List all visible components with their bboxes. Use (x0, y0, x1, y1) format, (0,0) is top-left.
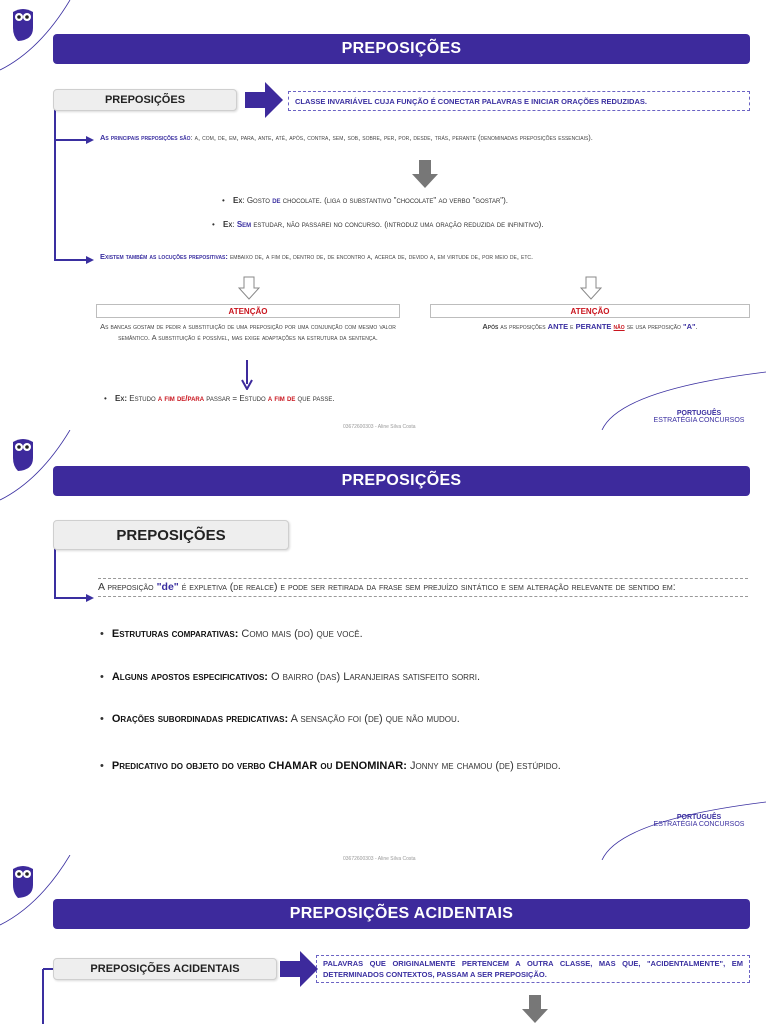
footer-tag: PORTUGUÊS ESTRATÉGIA CONCURSOS (653, 410, 745, 424)
list-item: • Predicativo do objeto do verbo CHAMAR ou DENOMINAR: Jonny me chamou (de) estúpido. (100, 760, 561, 772)
list-item: • Estruturas comparativas: Como mais (do) que você. (100, 628, 363, 640)
definition-box: PALAVRAS QUE ORIGINALMENTE PERTENCEM A OUTRA CLASSE, MAS QUE, "ACIDENTALMENTE", EM DETERMINADOS CONTEXTOS, PASSAM A SER PREPOSIÇÃO. (316, 955, 750, 983)
locucoes-text: Existem também as locuções prepositivas: embaixo de, a fim de, dentro de, de encontro a, acerca de, devido a, em virtude de, por meio de, etc. (100, 252, 534, 261)
arrow-down-outline-icon (580, 276, 602, 300)
footer-tag: PORTUGUÊS ESTRATÉGIA CONCURSOS (653, 814, 745, 828)
slide-2 (0, 430, 768, 862)
list-item: • Alguns apostos especificativos: O bairro (das) Laranjeiras satisfeito sorri. (100, 671, 480, 683)
page-title: PREPOSIÇÕES (53, 34, 750, 64)
principal-text: As principais preposições são: a, com, de, em, para, ante, até, após, contra, sem, sob, sobre, per, por, desde, trás, perante (denominadas preposições essenciais). (100, 133, 593, 142)
example-1: • Ex: Gosto de chocolate. (liga o substantivo "chocolate" ao verbo "gostar"). (222, 196, 508, 205)
arrow-down-thin-icon (240, 360, 254, 390)
intro-text: A preposição "de" é expletiva (de realce) e pode ser retirada da frase sem prejuízo sintático e sem alteração relevante de sentido em: (98, 578, 748, 597)
alert-right-text: Após as preposições ANTE e PERANTE não se usa preposição "A". (482, 322, 698, 331)
alert-left-title: ATENÇÃO (96, 304, 400, 318)
page-title: PREPOSIÇÕES (53, 466, 750, 496)
definition-box: CLASSE INVARIÁVEL CUJA FUNÇÃO É CONECTAR PALAVRAS E INICIAR ORAÇÕES REDUZIDAS. (288, 91, 750, 111)
arrow-down-icon (522, 995, 548, 1023)
footer-curve (600, 800, 768, 860)
tree-connector (40, 90, 100, 270)
section-label: PREPOSIÇÕES (53, 89, 237, 111)
slide-1 (0, 0, 768, 430)
arrow-down-icon (412, 160, 438, 188)
page-title: PREPOSIÇÕES ACIDENTAIS (53, 899, 750, 929)
example-2: • Ex: Sem estudar, não passarei no concurso. (introduz uma oração reduzida de infinitivo). (212, 220, 544, 229)
list-item: • Orações subordinadas predicativas: A sensação foi (de) que não mudou. (100, 713, 460, 725)
owl-logo-icon (10, 863, 36, 899)
arrow-down-outline-icon (238, 276, 260, 300)
watermark: 03672600303 - Aline Silva Costa (343, 856, 416, 862)
owl-logo-icon (10, 6, 36, 42)
arrow-right-icon (245, 82, 285, 118)
section-label: PREPOSIÇÕES ACIDENTAIS (53, 958, 277, 980)
arrow-right-icon (280, 951, 320, 987)
section-label: PREPOSIÇÕES (53, 520, 289, 550)
watermark: 03672600303 - Aline Silva Costa (343, 424, 416, 430)
alert-left-text: As bancas gostam de pedir a substituição de uma preposição por uma conjunção com mesmo valor semântico. A substituição é possível, mas exige adaptações na estrutura da sentença. (100, 322, 396, 342)
example-3: • Ex: Estudo a fim de/para passar = Estudo a fim de que passe. (104, 394, 335, 403)
slide-3 (0, 855, 768, 1024)
owl-logo-icon (10, 436, 36, 472)
alert-right-title: ATENÇÃO (430, 304, 750, 318)
